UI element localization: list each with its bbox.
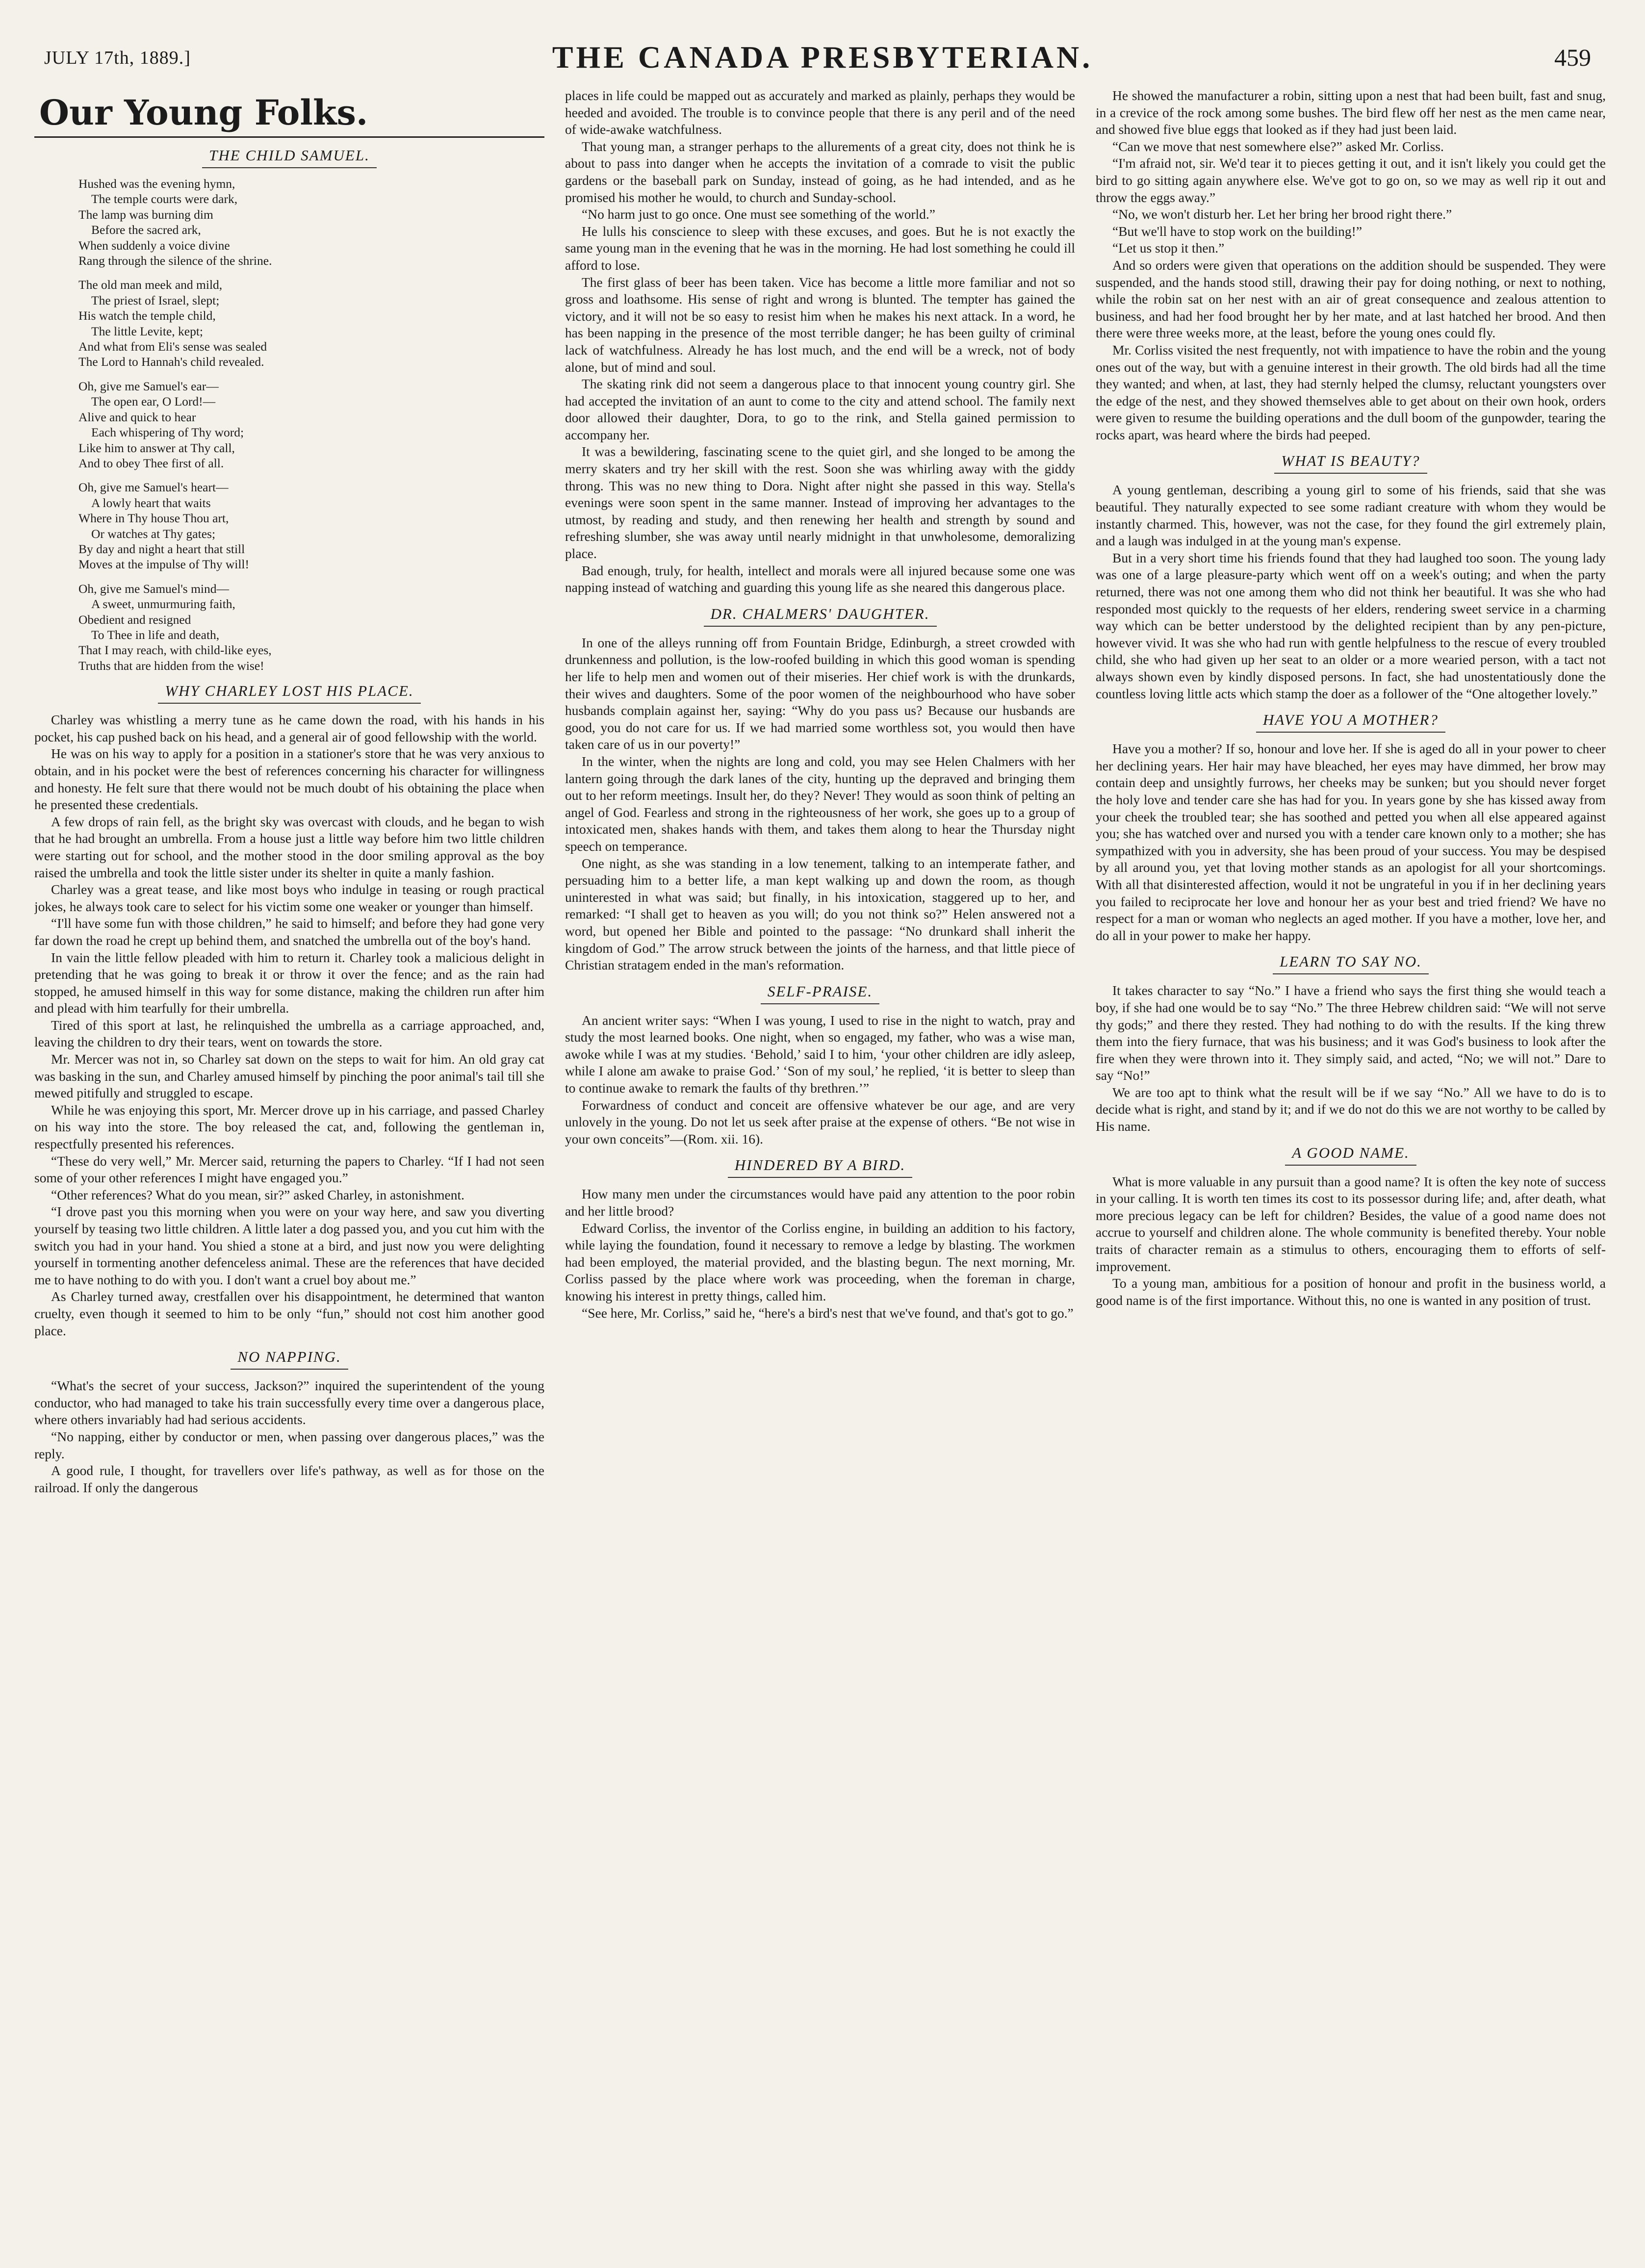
article-paragraph: To a young man, ambitious for a position of honour and profit in the business world, a good name is of the first importance. Without this, no one is wanted in any position of trust.: [1096, 1275, 1606, 1308]
article-paragraph: Tired of this sport at last, he relinquished the umbrella as a carriage approached, and, leaving the children to dry their tears, went on towards the store.: [34, 1017, 544, 1050]
poem-line: By day and night a heart that still: [78, 541, 245, 556]
article-paragraph: Edward Corliss, the inventor of the Corliss engine, in building an addition to his factory, while laying the foundation, found it necessary to remove a ledge by blasting. The workmen had been employed, the material provided, and the blasting begun. The next morning, Mr. Corliss passed by the place where work was proceeding, when the foreman in charge, knowing his interest in pretty things, called him.: [565, 1220, 1075, 1303]
article-paragraph: In vain the little fellow pleaded with him to return it. Charley took a malicious delight in pretending that he was going to break it or throw it over the fence; and as the rain had stopped, he amused himself in this way for some distance, making the children run after him and plead with him tearfully for their umbrella.: [34, 949, 544, 1016]
article-paragraph: Charley was a great tease, and like most boys who indulge in teasing or rough practical jokes, he always took care to select for his victim some one weaker or younger than himself.: [34, 882, 544, 914]
article-paragraph: While he was enjoying this sport, Mr. Mercer drove up in his carriage, and passed Charley on his way into the store. The boy released the cat, and, following the gentleman in, respectfully presented his references.: [34, 1102, 544, 1152]
poem-line: Oh, give me Samuel's mind—: [78, 581, 230, 596]
article-paragraph: Charley was whistling a merry tune as he came down the road, with his hands in his pocket, his cap pushed back on his head, and a general air of good fellowship with the world.: [34, 712, 544, 744]
poem-line: Like him to answer at Thy call,: [78, 440, 235, 455]
article-paragraph: An ancient writer says: “When I was young, I used to rise in the night to watch, pray and study the most learned books. One night, when so engaged, my father, who was a wise man, awoke while I was at my studies. ‘Behold,’ said I to him, ‘your other children are idly asleep, while I alone am awake to praise God.’ ‘Son of my soul,’ he replied, ‘it is better to sleep than to continue awake to remark the faults of thy brethren.’”: [565, 1012, 1075, 1096]
article-title: A GOOD NAME.: [1096, 1144, 1606, 1166]
article-paragraph: It was a bewildering, fascinating scene to the quiet girl, and she longed to be among the merry skaters and try her skill with the rest. Soon she was whirling away with the giddy throng. This was no new thing to Dora. Night after night she passed in this way. Stella's evenings were soon spent in the same manner. Instead of improving her advantages to the utmost, by reading and study, and then renewing her health and strength by sound and refreshing slumber, she was away until nearly midnight in that unwholesome, demoralizing place.: [565, 444, 1075, 561]
article-title: HAVE YOU A MOTHER?: [1096, 711, 1606, 733]
poem-line: When suddenly a voice divine: [78, 238, 230, 253]
poem-line: To Thee in life and death,: [91, 627, 220, 642]
article-paragraph: The first glass of beer has been taken. Vice has become a little more familiar and not so gross and loathsome. His sense of right and wrong is blunted. The tempter has gained the victory, and it will not be so easy to resist him when he makes his next attack. In a word, he has been napping in the presence of the most terrible danger; he has been guilty of criminal lack of watchfulness. Already he has lost much, and the end will be a wreck, not of body alone, but of mind and soul.: [565, 274, 1075, 375]
column-1: [34, 87, 544, 2260]
article-paragraph: He lulls his conscience to sleep with these excuses, and goes. But he is not exactly the same young man in the evening that he was in the morning. He had lost something he could ill afford to lose.: [565, 223, 1075, 273]
article-paragraph: It takes character to say “No.” I have a friend who says the first thing she would teach a boy, if she had one would be to say “No.” The three Hebrew children said: “We will not serve thy gods;” and there they rested. They had nothing to do with the results. If the king threw them into the fiery furnace, that was his business; and it was God's business to look after the fire when they were thrown into it. They simply said, and acted, “No; we will not.” Dare to say “No!”: [1096, 983, 1606, 1083]
heading-rule: [34, 136, 544, 138]
article-paragraph: As Charley turned away, crestfallen over his disappointment, he determined that wanton cruelty, even though it seemed to him to be only “fun,” should not cost him another good place.: [34, 1289, 544, 1338]
article-paragraph: “What's the secret of your success, Jackson?” inquired the superintendent of the young conductor, who had managed to take his train successfully every time over a dangerous place, where others invariably had had serious accidents.: [34, 1378, 544, 1427]
poem-line: Truths that are hidden from the wise!: [78, 658, 264, 673]
article-paragraph: A young gentleman, describing a young girl to some of his friends, said that she was beautiful. They naturally expected to see some radiant creature with whom they would be instantly charmed. This, however, was not the case, for they found the girl extremely plain, and a laugh was indulged in at the young man's expense.: [1096, 482, 1606, 549]
article-paragraph: “These do very well,” Mr. Mercer said, returning the papers to Charley. “If I had not seen some of your other references I might have engaged you.”: [34, 1153, 544, 1186]
article-paragraph: A few drops of rain fell, as the bright sky was overcast with clouds, and he began to wish that he had brought an umbrella. From a house just a little way before him two little children were starting out for school, and the mother stood in the door smiling approval as the boy raised the umbrella and took the little sister under its shelter in quite a manly fashion.: [34, 814, 544, 880]
issue-date: JULY 17th, 1889.]: [44, 48, 191, 68]
article-paragraph: “No napping, either by conductor or men, when passing over dangerous places,” was the reply.: [34, 1428, 544, 1461]
article-title: NO NAPPING.: [34, 1348, 544, 1370]
article-title: HINDERED BY A BIRD.: [565, 1156, 1075, 1178]
article-paragraph: How many men under the circumstances would have paid any attention to the poor robin and her little brood?: [565, 1186, 1075, 1219]
article-paragraph: One night, as she was standing in a low tenement, talking to an intemperate father, and persuading him to a better life, a man kept walking up and down the room, as though uninterested in what was said; but finally, in his intoxication, staggered up to her, and remarked: “I shall get to heaven as you will; do you not think so?” Helen answered not a word, but opened her Bible and pointed to the passage: “No drunkard shall inherit the kingdom of God.” The arrow struck between the joints of the harness, and that little piece of Christian stratagem ended in the man's reformation.: [565, 855, 1075, 973]
poem-line: Oh, give me Samuel's heart—: [78, 480, 229, 495]
article-paragraph: places in life could be mapped out as accurately and marked as plainly, perhaps they would be heeded and avoided. The trouble is to convince people that there is any peril and of the need of wide-awake watchfulness.: [565, 88, 1075, 137]
article-paragraph: That young man, a stranger perhaps to the allurements of a great city, does not think he is about to pass into danger when he accepts the invitation of a comrade to visit the public gardens or the baseball park on Sunday, instead of going, as he had intended, and as he promised his mother he would, to church and Sunday-school.: [565, 138, 1075, 205]
poem-line: The temple courts were dark,: [91, 192, 238, 206]
article-paragraph: “Can we move that nest somewhere else?” asked Mr. Corliss.: [1112, 138, 1444, 154]
article-paragraph: In the winter, when the nights are long and cold, you may see Helen Chalmers with her lantern going through the dark lanes of the city, hunting up the depraved and bringing them out to her reform meetings. Insult her, do they? Never! They would as soon think of pelting an angel of God. Fearless and strong in the righteousness of her work, she goes up to a group of intoxicated men, shakes hands with them, and takes them along to hear the Thursday night speech on temperance.: [565, 753, 1075, 854]
article-paragraph: “I'm afraid not, sir. We'd tear it to pieces getting it out, and it isn't likely you could get the bird to go sitting again anywhere else. We've got to go on, so we may as well rip it out and throw the eggs away.”: [1096, 155, 1606, 205]
article-paragraph: And so orders were given that operations on the addition should be suspended. They were suspended, and the hands stood still, drawing their pay for doing nothing, or next to nothing, while the robin sat on her nest with an air of great consequence and zealous attention to business, and had her food brought her by her mate, and at last hatched her brood. And then there were three weeks more, at the least, before the young ones could fly.: [1096, 257, 1606, 341]
article-paragraph: What is more valuable in any pursuit than a good name? It is often the key note of success in your calling. It is worth ten times its cost to its possessor during life; and, after death, what more precious legacy can be left for children? Besides, the value of a good name does not accrue to yourself and children alone. The whole community is benefited thereby. Your noble traits of character remain as a stimulus to others, encouraging them to efforts of self-improvement.: [1096, 1173, 1606, 1274]
poem-line: Each whispering of Thy word;: [91, 425, 244, 440]
newspaper-title: THE CANADA PRESBYTERIAN.: [552, 40, 1093, 75]
article-paragraph: Have you a mother? If so, honour and love her. If she is aged do all in your power to cheer her declining years. Her hair may have bleached, her eyes may have dimmed, her brow may contain deep and unsightly furrows, her cheeks may be sunken; but you should never forget the holy love and tender care she has had for you. In years gone by she has kissed away from your cheek the troubled tear; she has soothed and petted you when all else appeared against you; she has watched over and nursed you with a tender care known only to a mother; she has sympathized with you in adversity, she has been proud of your success. You may be despised by all around you, yet that loving mother stands as an apologist for all your shortcomings. With all that disinterested affection, would it not be ungrateful in you if in her declining years you failed to reciprocate her love and honour her as your best and tried friend? We have no respect for a man or woman who neglects an aged mother. If you have a mother, love her, and do all in your power to make her happy.: [1096, 741, 1606, 943]
poem-line: His watch the temple child,: [78, 308, 216, 323]
article-paragraph: In one of the alleys running off from Fountain Bridge, Edinburgh, a street crowded with drunkenness and pollution, is the low-roofed building in which this good woman is spending her life to help men and women out of their miseries. Her chief work is with the drunkards, their wives and daughters. Some of the poor women of the neighbourhood who have sober husbands complain against her, saying: “Why do you pass us? Because our husbands are good, you do not care for us. If we had married some worthless sot, you would then have taken care of us in our poverty!”: [565, 635, 1075, 752]
poem-line: The lamp was burning dim: [78, 207, 213, 222]
article-paragraph: He showed the manufacturer a robin, sitting upon a nest that had been built, fast and snug, in a crevice of the rock among some bushes. The bird flew off her nest as the men came near, and showed five blue eggs that looked as if they had just been laid.: [1096, 88, 1606, 137]
poem-line: Before the sacred ark,: [91, 223, 201, 237]
columns: [34, 87, 1611, 2260]
poem-line: Hushed was the evening hymn,: [78, 177, 235, 191]
masthead: [34, 39, 1611, 74]
poem-line: The Lord to Hannah's child revealed.: [78, 355, 264, 369]
article-paragraph: A good rule, I thought, for travellers over life's pathway, as well as for those on the railroad. If only the dangerous: [34, 1463, 544, 1495]
article-paragraph: “I'll have some fun with those children,” he said to himself; and before they had gone very far down the road he crept up behind them, and snatched the umbrella out of the boy's hand.: [34, 916, 544, 948]
article-paragraph: “No, we won't disturb her. Let her bring her brood right there.”: [1112, 206, 1452, 222]
poem-line: The priest of Israel, slept;: [91, 293, 220, 307]
poem-line: The old man meek and mild,: [78, 278, 223, 292]
poem-stanza: [78, 581, 544, 673]
article-paragraph: Mr. Corliss visited the nest frequently, not with impatience to have the robin and the young ones out of the way, but with a genuine interest in their growth. The old birds had all the time they wanted; and when, at last, they had sternly helped the clumsy, reluctant youngsters over the edge of the nest, and they showed themselves able to get about on their own hook, orders were given to resume the building operations and the dull boom of the gunpowder, tearing the rocks apart, was heard where the birds had peeped.: [1096, 342, 1606, 442]
poem-line: Or watches at Thy gates;: [91, 526, 216, 541]
poem-line: The open ear, O Lord!—: [91, 394, 216, 409]
poem-line: Obedient and resigned: [78, 612, 191, 627]
column-3: [1096, 87, 1606, 2260]
poem-line: A sweet, unmurmuring faith,: [91, 597, 235, 612]
article-paragraph: Forwardness of conduct and conceit are offensive whatever be our age, and are very unlovely in the young. Do not let us seek after praise at the expense of others. “Be not wise in your own conceits”—(Rom. xii. 16).: [565, 1097, 1075, 1147]
article-paragraph: Bad enough, truly, for health, intellect and morals were all injured because some one was napping instead of watching and guarding this young life as she neared this dangerous place.: [565, 562, 1075, 595]
poem-line: Where in Thy house Thou art,: [78, 511, 229, 526]
article-paragraph: “Other references? What do you mean, sir?” asked Charley, in astonishment.: [51, 1187, 465, 1202]
poem-title: THE CHILD SAMUEL.: [34, 147, 544, 168]
poem-line: Alive and quick to hear: [78, 409, 196, 424]
article-paragraph: “I drove past you this morning when you were on your way here, and saw you diverting yourself by teasing two little children. A little later a dog passed you, and you cut him with the switch you had in your hand. You shied a stone at a bird, and just now you were delighting yourself in tormenting another defenceless animal. These are the references that have decided me to have nothing to do with you. I don't want a cruel boy about me.”: [34, 1204, 544, 1287]
article-paragraph: “See here, Mr. Corliss,” said he, “here's a bird's nest that we've found, and that's got to go.”: [582, 1305, 1074, 1321]
article-paragraph: Mr. Mercer was not in, so Charley sat down on the steps to wait for him. An old gray cat was basking in the sun, and Charley amused himself by pinching the poor animal's tail till she mewed pitifully and struggled to escape.: [34, 1051, 544, 1101]
poem-line: Rang through the silence of the shrine.: [78, 254, 272, 268]
poem-line: The little Levite, kept;: [91, 324, 204, 338]
article-title: DR. CHALMERS' DAUGHTER.: [565, 605, 1075, 627]
page-number: 459: [1554, 44, 1591, 71]
article-title: SELF-PRAISE.: [565, 983, 1075, 1004]
poem-stanza: [78, 379, 544, 471]
column-2: [565, 87, 1075, 2260]
article-paragraph: We are too apt to think what the result will be if we say “No.” All we have to do is to decide what is right, and stand by it; and if we do not do this we are not worthy to be called by His name.: [1096, 1084, 1606, 1134]
article-paragraph: The skating rink did not seem a dangerous place to that innocent young country girl. She had accepted the invitation of an aunt to come to the city and attend school. The family next door allowed their daughter, Dora, to go to the rink, and Stella gained permission to accompany her.: [565, 376, 1075, 442]
article-paragraph: “Let us stop it then.”: [1112, 240, 1225, 256]
poem-line: Moves at the impulse of Thy will!: [78, 557, 249, 572]
article-paragraph: “But we'll have to stop work on the building!”: [1112, 223, 1362, 239]
poem-line: Oh, give me Samuel's ear—: [78, 379, 219, 393]
poem: [34, 176, 544, 673]
article-title: WHY CHARLEY LOST HIS PLACE.: [34, 682, 544, 704]
poem-stanza: [78, 480, 544, 572]
article-title: LEARN TO SAY NO.: [1096, 953, 1606, 974]
article-title: WHAT IS BEAUTY?: [1096, 452, 1606, 474]
article-paragraph: He was on his way to apply for a position in a stationer's store that he was very anxious to obtain, and in his pocket were the best of references concerning his character for willingness and honesty. He felt sure that there would not be much doubt of his obtaining the place when he presented these credentials.: [34, 746, 544, 813]
article-paragraph: But in a very short time his friends found that they had laughed too soon. The young lady was one of a large pleasure-party which went off on a week's outing; and when the party returned, there was not one among them who did not think her beautiful. It was she who had responded most quickly to the requests of her elders, rendering sweet service in a charming way which can be better understood by the delighted recipient than by any pen-picture, however vivid. It was she who had run with gentle helpfulness to the rescue of every troubled child, she who had given up her seat to an older or a more wearied person, with a tact not always shown even by kindly disposed persons. In fact, she had unostentatiously done the countless loving little acts which stamp the doer as a follower of the “One altogether lovely.”: [1096, 550, 1606, 701]
poem-stanza: [78, 277, 544, 369]
poem-stanza: [78, 176, 544, 268]
poem-line: That I may reach, with child-like eyes,: [78, 643, 272, 658]
department-heading: Our Young Folks.: [39, 92, 368, 133]
poem-line: A lowly heart that waits: [91, 495, 211, 510]
article-paragraph: “No harm just to go once. One must see something of the world.”: [582, 206, 935, 222]
poem-line: And to obey Thee first of all.: [78, 456, 224, 470]
poem-line: And what from Eli's sense was sealed: [78, 339, 267, 354]
